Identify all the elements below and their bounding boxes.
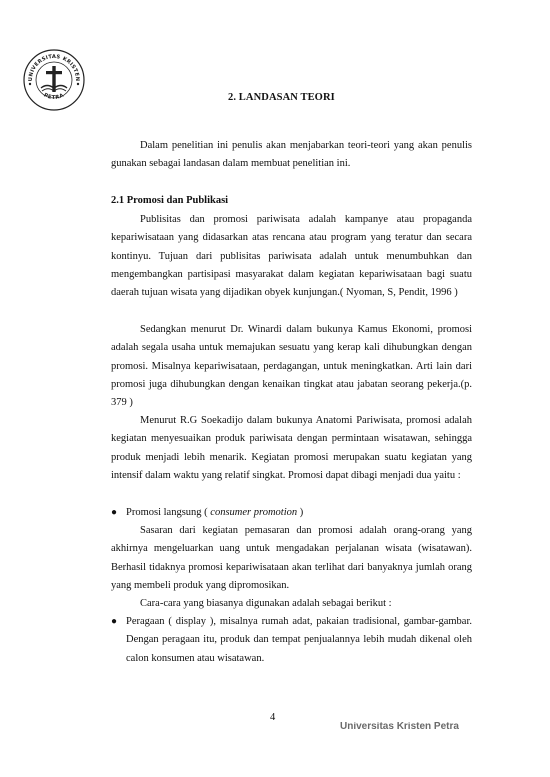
italic-term: consumer promotion [210,507,298,518]
bullet-icon: ● [111,507,118,518]
methods-intro: Cara-cara yang biasanya digunakan adalah sebagai berikut : [140,598,392,609]
footer-watermark: Universitas Kristen Petra [340,722,459,732]
bullet-consumer-promotion [111,504,472,522]
svg-text:UNIVERSITAS KRISTEN: UNIVERSITAS KRISTEN [27,53,81,82]
paragraph-soekadijo: Menurut R.G Soekadijo dalam bukunya Anatomi Pariwisata, promosi adalah kegiatan menyesuaikan produk pariwisata dengan permintaan wisatawan, sehingga produk menjadi lebih menarik. Kegiatan promosi merupakan suatu kegiatan yang intensif dalam waktu yang relatif singkat. Promosi dapat dibagi menjadi dua yaitu : [111,415,472,481]
paragraph-sasaran: Sasaran dari kegiatan pemasaran dan promosi adalah orang-orang yang akhirnya mengeluarkan uang untuk mengadakan perjalanan wisata (wisatawan). Berhasil tidaknya promosi kepariwisataan akan terlihat dari banyaknya jumlah orang yang membeli produk yang dipromosikan. [111,525,472,591]
university-seal-icon [22,48,86,112]
paragraph-winardi: Sedangkan menurut Dr. Winardi dalam bukunya Kamus Ekonomi, promosi adalah segala usaha untuk memajukan sesuatu yang kerap kali dihubungkan dengan promosi. Misalnya kepariwisataan, perdagangan, untuk meningkatkan. Arti lain dari promosi juga dihubungkan dengan kenaikan tingkat atau jabatan seorang pekerja.(p. 379 ) [111,324,472,409]
intro-paragraph: Dalam penelitian ini penulis akan menjabarkan teori-teori yang akan penulis gunakan sebagai landasan dalam membuat penelitian ini. [111,140,472,170]
chapter-title: 2. LANDASAN TEORI [228,92,335,103]
bullet-text: Peragaan ( display ), misalnya rumah adat, pakaian tradisional, gambar-gambar. Dengan peragaan itu, produk dan tempat penjualannya lebih mudah dikenal oleh calon konsumen atau wisatawan. [126,616,472,664]
page-number: 4 [270,712,276,723]
bullet-peragaan [111,613,472,668]
paragraph-publisitas: Publisitas dan promosi pariwisata adalah kampanye atau propaganda kepariwisataan yang didasarkan atas rencana atau program yang teratur dan secara kontinyu. Tujuan dari publisitas pariwisata adalah untuk menumbuhkan dan mengembangkan partisipasi masyarakat dalam kegiatan kepariwisataan bagi suatu daerah tujuan wisata yang dijadikan obyek kunjungan.( Nyoman, S, Pendit, 1996 ) [111,214,472,299]
bullet-icon: ● [111,616,118,627]
bullet-text: Promosi langsung ( consumer promotion ) [126,507,304,518]
svg-text:PETRA: PETRA [42,92,66,101]
section-heading: 2.1 Promosi dan Publikasi [111,195,229,206]
